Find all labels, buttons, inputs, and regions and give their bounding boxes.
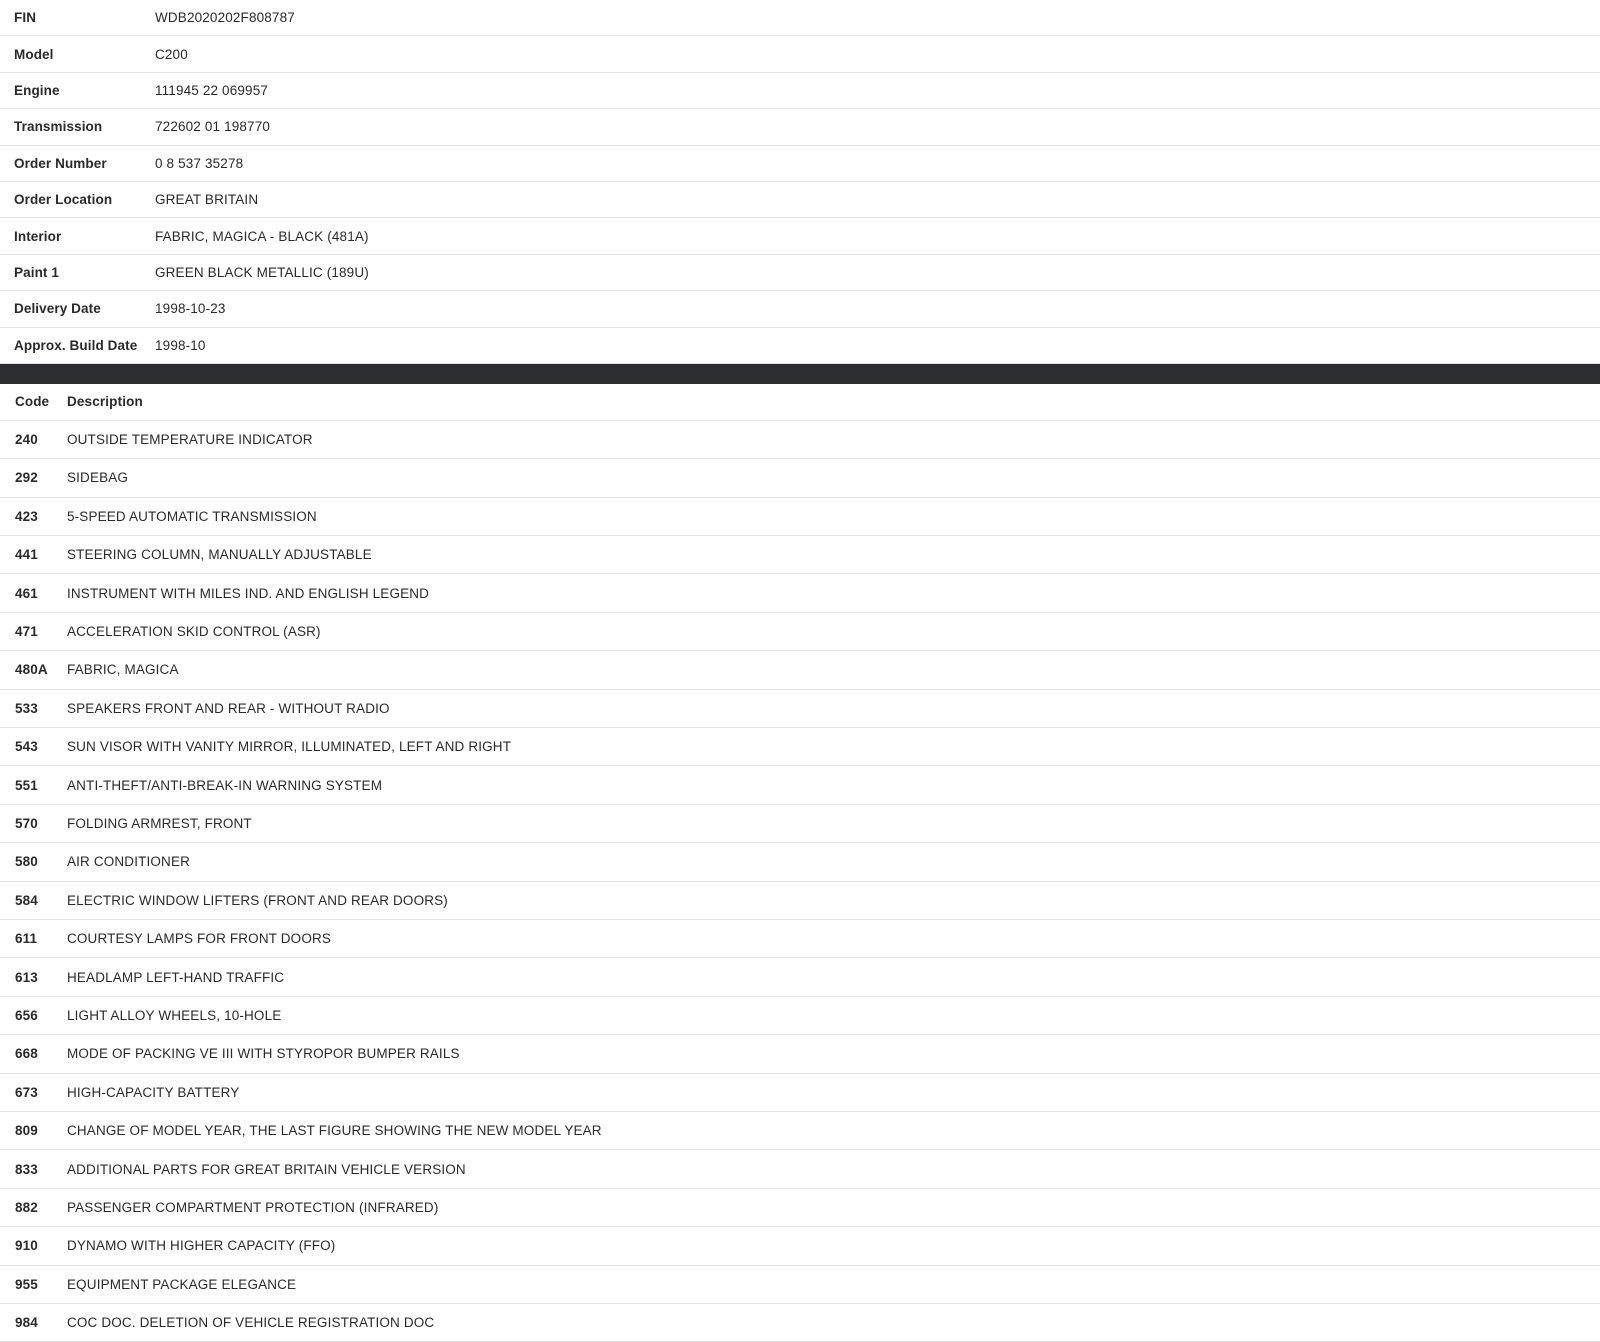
option-code: 984 — [15, 1315, 38, 1331]
spec-label: Order Location — [14, 192, 113, 208]
table-row — [0, 497, 1600, 535]
option-description: ELECTRIC WINDOW LIFTERS (FRONT AND REAR DOORS) — [67, 892, 448, 908]
table-row — [0, 689, 1600, 727]
table-row — [0, 766, 1600, 804]
option-code: 673 — [15, 1084, 38, 1100]
table-row-content — [1, 959, 1599, 994]
option-code: 480A — [15, 662, 48, 678]
option-description: FOLDING ARMREST, FRONT — [67, 816, 252, 831]
option-code: 955 — [15, 1276, 38, 1292]
option-description: LIGHT ALLOY WHEELS, 10-HOLE — [67, 1007, 282, 1023]
option-description: ANTI-THEFT/ANTI-BREAK-IN WARNING SYSTEM — [67, 777, 383, 793]
table-row — [0, 1265, 1600, 1303]
spec-value: 1998-10 — [155, 337, 206, 353]
option-description: COURTESY LAMPS FOR FRONT DOORS — [67, 931, 332, 947]
spec-label: Approx. Build Date — [14, 337, 138, 353]
spec-value: 722602 01 198770 — [155, 119, 271, 135]
option-code: 809 — [15, 1123, 38, 1139]
spec-row — [0, 218, 1600, 254]
option-codes-table — [0, 384, 1600, 1342]
spec-row — [0, 0, 1600, 36]
table-row-content — [1, 499, 1599, 534]
spec-row — [0, 72, 1600, 108]
table-row-content — [1, 575, 1599, 610]
spec-value: 111945 22 069957 — [155, 82, 269, 98]
option-description: OUTSIDE TEMPERATURE INDICATOR — [67, 432, 313, 448]
option-code: 543 — [15, 739, 38, 755]
option-code: 656 — [15, 1007, 38, 1023]
table-row — [0, 1303, 1600, 1341]
table-row-content — [1, 1267, 1599, 1302]
option-code: 611 — [15, 931, 38, 947]
table-row — [0, 459, 1600, 497]
option-description: EQUIPMENT PACKAGE ELEGANCE — [67, 1276, 297, 1292]
spec-value: GREEN BLACK METALLIC (189U) — [155, 264, 369, 280]
option-description: HIGH-CAPACITY BATTERY — [67, 1084, 240, 1100]
option-code: 580 — [15, 854, 38, 870]
vehicle-spec-table — [0, 0, 1600, 364]
option-code: 570 — [15, 816, 38, 831]
option-description: CHANGE OF MODEL YEAR, THE LAST FIGURE SHOWING THE NEW MODEL YEAR — [67, 1123, 602, 1139]
table-row-content — [1, 1075, 1599, 1110]
table-row — [0, 843, 1600, 881]
table-row-content — [1, 921, 1599, 956]
spec-label: FIN — [14, 10, 37, 26]
table-row-content — [1, 691, 1599, 726]
option-code: 882 — [15, 1199, 38, 1215]
spec-row-content — [0, 109, 1600, 144]
option-code: 441 — [15, 547, 38, 563]
spec-label: Paint 1 — [14, 264, 59, 280]
table-row-content — [1, 883, 1599, 918]
option-description: AIR CONDITIONER — [67, 854, 191, 870]
spec-value: WDB2020202F808787 — [155, 10, 295, 26]
table-row — [0, 1111, 1600, 1149]
spec-value: FABRIC, MAGICA - BLACK (481A) — [155, 228, 369, 244]
table-row — [0, 958, 1600, 996]
option-codes-body — [0, 420, 1600, 1341]
table-row — [0, 996, 1600, 1034]
table-row — [0, 728, 1600, 766]
spec-row-content — [0, 291, 1600, 326]
table-row — [0, 1188, 1600, 1226]
spec-row — [0, 109, 1600, 145]
spec-row-content — [0, 146, 1600, 181]
option-code: 910 — [15, 1238, 38, 1254]
option-description: PASSENGER COMPARTMENT PROTECTION (INFRARED) — [67, 1199, 439, 1215]
table-row — [0, 612, 1600, 650]
spec-label: Model — [14, 46, 54, 62]
spec-label: Engine — [14, 82, 60, 98]
spec-row — [0, 145, 1600, 181]
spec-row — [0, 254, 1600, 290]
option-code: 584 — [15, 892, 38, 908]
table-row-content — [1, 1036, 1599, 1071]
table-row-content — [1, 614, 1599, 649]
table-row-content — [1, 1228, 1599, 1263]
option-code: 533 — [15, 700, 38, 716]
table-row-content — [1, 652, 1599, 687]
table-row — [0, 574, 1600, 612]
option-code: 292 — [15, 470, 38, 486]
option-code: 668 — [15, 1046, 38, 1062]
option-description: SPEAKERS FRONT AND REAR - WITHOUT RADIO — [67, 700, 390, 716]
option-description: COC DOC. DELETION OF VEHICLE REGISTRATION DOC — [67, 1315, 435, 1331]
spec-label: Interior — [14, 228, 62, 244]
spec-label: Order Number — [14, 155, 107, 171]
table-header-row — [0, 384, 1600, 421]
table-row — [0, 1227, 1600, 1265]
option-code: 833 — [15, 1161, 38, 1177]
option-description: INSTRUMENT WITH MILES IND. AND ENGLISH LEGEND — [67, 585, 430, 601]
header-row-content — [1, 385, 1599, 419]
table-row-content — [1, 460, 1599, 495]
option-description: SIDEBAG — [67, 470, 129, 486]
option-description: 5-SPEED AUTOMATIC TRANSMISSION — [67, 508, 317, 524]
table-row-content — [1, 1113, 1599, 1148]
option-code: 240 — [15, 432, 38, 448]
table-row — [0, 881, 1600, 919]
spec-value: 0 8 537 35278 — [155, 155, 244, 171]
option-description: SUN VISOR WITH VANITY MIRROR, ILLUMINATED, LEFT AND RIGHT — [67, 739, 512, 755]
spec-value: C200 — [155, 46, 188, 62]
spec-row — [0, 327, 1600, 363]
table-row-content — [1, 844, 1599, 879]
option-description: FABRIC, MAGICA — [67, 662, 179, 678]
table-row — [0, 420, 1600, 458]
option-description: ACCELERATION SKID CONTROL (ASR) — [67, 624, 321, 640]
option-code: 423 — [15, 508, 38, 524]
spec-row-content — [0, 328, 1600, 363]
spec-row-content — [0, 255, 1600, 290]
table-row — [0, 536, 1600, 574]
table-row — [0, 1073, 1600, 1111]
spec-row-content — [0, 182, 1600, 217]
spec-value: 1998-10-23 — [155, 301, 226, 317]
spec-label: Transmission — [14, 119, 103, 135]
option-description: ADDITIONAL PARTS FOR GREAT BRITAIN VEHICLE VERSION — [67, 1161, 466, 1177]
option-code: 551 — [15, 777, 38, 793]
option-codes-header — [0, 384, 1600, 421]
column-header-description: Description — [67, 394, 143, 410]
table-row-content — [1, 1305, 1599, 1340]
spec-row-content — [0, 73, 1600, 108]
table-row — [0, 1035, 1600, 1073]
spec-row-content — [0, 218, 1600, 253]
spec-value: GREAT BRITAIN — [155, 192, 259, 208]
option-description: HEADLAMP LEFT-HAND TRAFFIC — [67, 969, 285, 985]
spec-row — [0, 291, 1600, 327]
table-row-content — [1, 998, 1599, 1033]
option-code: 461 — [15, 585, 38, 601]
option-code: 613 — [15, 969, 38, 985]
option-description: DYNAMO WITH HIGHER CAPACITY (FFO) — [67, 1238, 336, 1254]
option-description: MODE OF PACKING VE III WITH STYROPOR BUMPER RAILS — [67, 1046, 460, 1062]
table-row — [0, 1150, 1600, 1188]
table-row-content — [1, 422, 1599, 457]
table-row — [0, 919, 1600, 957]
table-row — [0, 804, 1600, 842]
spec-row — [0, 36, 1600, 72]
option-code: 471 — [15, 624, 38, 640]
table-row-content — [1, 806, 1599, 841]
spec-row-content — [0, 0, 1600, 35]
table-row-content — [1, 537, 1599, 572]
spec-row-content — [0, 36, 1600, 71]
section-separator-bar — [0, 364, 1600, 384]
spec-row — [0, 181, 1600, 217]
table-row-content — [1, 1151, 1599, 1186]
table-row-content — [1, 729, 1599, 764]
option-description: STEERING COLUMN, MANUALLY ADJUSTABLE — [67, 547, 372, 563]
table-row — [0, 651, 1600, 689]
spec-label: Delivery Date — [14, 301, 101, 317]
vehicle-spec-body — [0, 0, 1600, 363]
table-row-content — [1, 767, 1599, 802]
table-row-content — [1, 1190, 1599, 1225]
column-header-code: Code — [15, 394, 50, 410]
